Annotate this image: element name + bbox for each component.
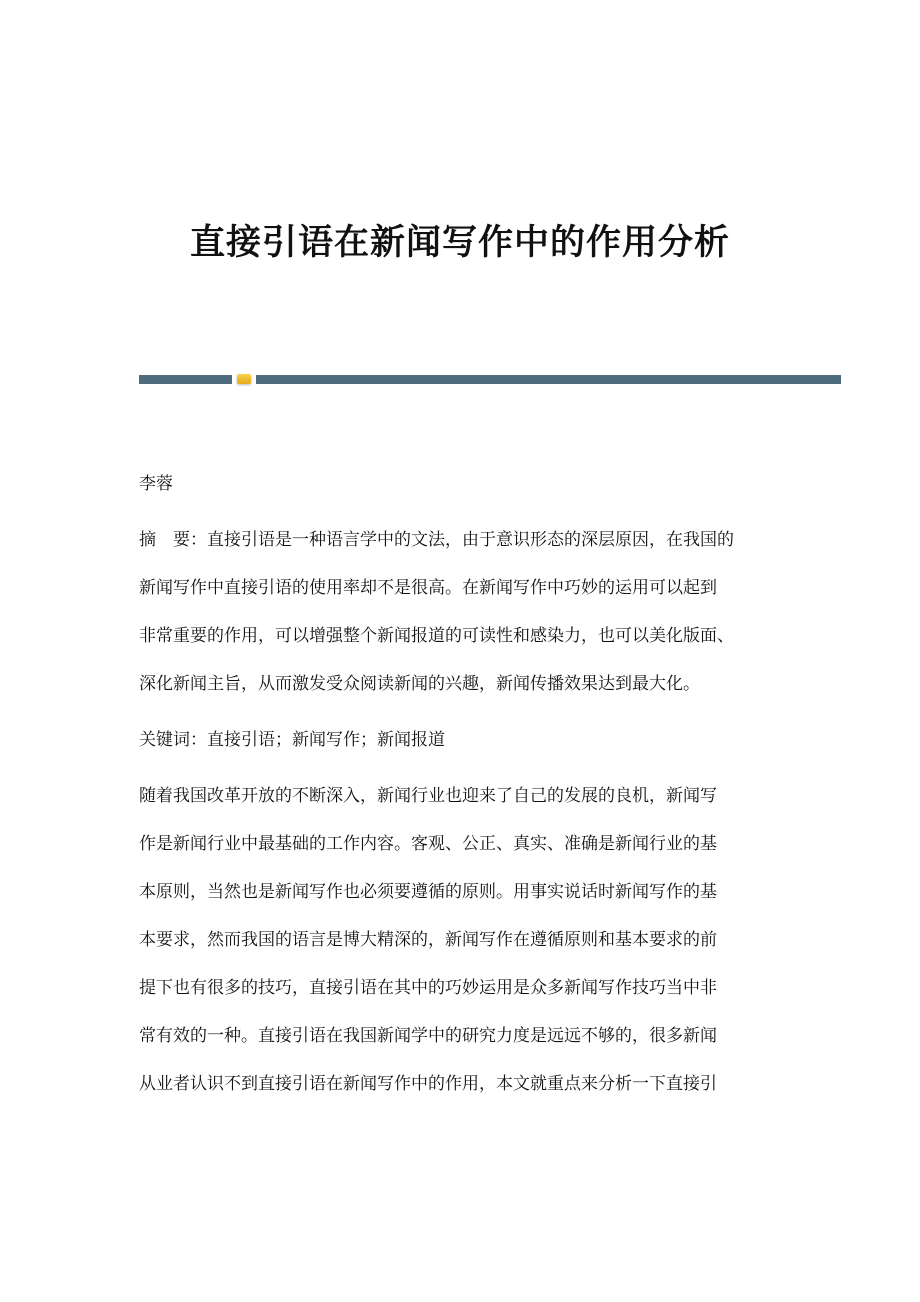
author: 李蓉 [139,474,173,494]
body-line: 随着我国改革开放的不断深入，新闻行业也迎来了自己的发展的良机，新闻写 [139,786,717,806]
keywords: 关键词：直接引语；新闻写作；新闻报道 [139,730,445,750]
body-line: 作是新闻行业中最基础的工作内容。客观、公正、真实、准确是新闻行业的基 [139,834,717,854]
abstract-line: 新闻写作中直接引语的使用率却不是很高。在新闻写作中巧妙的运用可以起到 [139,578,717,598]
abstract-line: 摘 要：直接引语是一种语言学中的文法，由于意识形态的深层原因，在我国的 [139,530,734,550]
abstract-line: 非常重要的作用，可以增强整个新闻报道的可读性和感染力，也可以美化版面、 [139,626,734,646]
body-line: 本要求，然而我国的语言是博大精深的，新闻写作在遵循原则和基本要求的前 [139,930,717,950]
divider-ornament-icon [237,374,251,384]
document-title: 直接引语在新闻写作中的作用分析 [189,223,730,263]
body-line: 从业者认识不到直接引语在新闻写作中的作用，本文就重点来分析一下直接引 [139,1074,717,1094]
body-line: 本原则，当然也是新闻写作也必须要遵循的原则。用事实说话时新闻写作的基 [139,882,717,902]
divider-right [256,375,841,384]
body-line: 常有效的一种。直接引语在我国新闻学中的研究力度是远远不够的，很多新闻 [139,1026,717,1046]
abstract-line: 深化新闻主旨，从而激发受众阅读新闻的兴趣，新闻传播效果达到最大化。 [139,674,700,694]
divider-left [139,375,232,384]
body-line: 提下也有很多的技巧，直接引语在其中的巧妙运用是众多新闻写作技巧当中非 [139,978,717,998]
